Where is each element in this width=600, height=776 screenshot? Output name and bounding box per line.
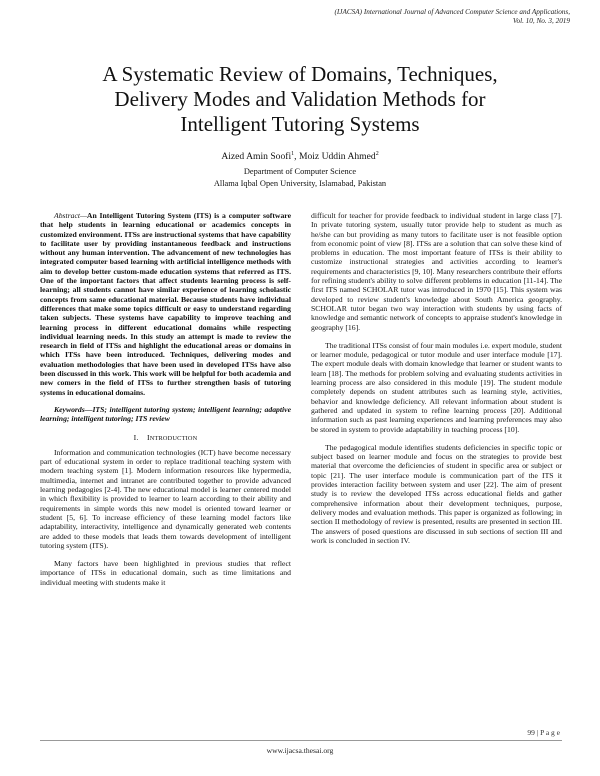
body-paragraph: difficult for teacher for provide feedback to individual student in large class [7]. In private tutoring system, usually tutor provide help to student as much as he/she can but providing as many tutors to facilitate user is not feasible option from economic point of view [8]. ITSs are a solution that can solve these kind of problems in education. The most important feature of ITSs is their ability to customize instructional strategies and activities according to learner's requirements and characteristics [9, 10]. Many researchers contribute their efforts for refining student's ability to solve different problems in education [11-14]. The first ITS named SCHOLAR tutor was introduced in 1970 [15]. This system was developed to review student's knowledge about South America geography. SCHOLAR tutor began two way interaction with students by using facts of knowledge and semantic network of concepts to appraise student's knowledge in geography [16]. <box>311 211 562 332</box>
department: Department of Computer Science <box>243 167 357 176</box>
journal-header <box>210 8 570 26</box>
affiliation-mark: 1 <box>291 151 295 157</box>
section-number: I. <box>133 432 139 442</box>
abstract-text: An Intelligent Tutoring System (ITS) is a computer software that help students in learning educational or academics concepts in customized environment. ITSs are instructional systems that have capability to facilitate user by providing instantaneous feedback and instructions without any human intervention. The advancement of new technologies has integrated computer based learning with artificial intelligence methods with aim to develop better custom-made education systems that referred as ITS. One of the important factors that affect students learning process is self-learning; all students cannot have similar experience of learning scholastic concepts from same educational material. Because students have individual differences that make some topics difficult or easy to understand regarding taken subjects. These systems have capability to improve teaching and learning process in different educational domains while respecting individual learning needs. In this study an attempt is made to review the research in field of ITSs and highlight the educational areas or domains in which ITSs have been introduced. Techniques, delivering modes and evaluation methodologies that have been used in developed ITSs have also been discussed in this work. This work will be helpful for both academia and new comers in the field of ITSs to further strengthen basis of tutoring systems in educational domains. <box>40 211 291 397</box>
body-paragraph: Many factors have been highlighted in previous studies that reflect importance of ITSs in educational domain, such as time limitations and individual meeting with students make it <box>40 559 291 587</box>
body-paragraph: The traditional ITSs consist of four main modules i.e. expert module, student or learner module, pedagogical or tutor module and user interface module [17]. The expert module deals with domain knowledge that learner or student wants to learn [18]. The methods for problem solving and evaluating students activities in learning process are also considered in this module [19]. The student module completely depends on student attributes such as learning style, activities, behavior and knowledge deficiency. All relevant information about student is gathered and updated in system to refine learning process [20]. Additional information such as past learning experiences and learning preferences may also be stored in system to provide adaptability in teaching process [10]. <box>311 340 562 434</box>
body-paragraph: The pedagogical module identifies students deficiencies in specific topic or subject based on learner module and focus on the strategies to provide best material that overcome the deficiencies of student in specific area or subject or topic [21]. The user interface module is communication part of the ITS it provides interaction facility between system and user [22]. The aim of present study is to review the developed ITSs across educational fields and gather comprehensive information about their development techniques, purpose, delivery modes and evaluation methods. This paper is organized as following; in section II methodology of review is presented, results are presented in section III. The answers of posed questions are discussed in sub sections of section III and work is concluded in section IV. <box>311 442 562 545</box>
university: Allama Iqbal Open University, Islamabad, Pakistan <box>213 179 387 188</box>
left-column <box>40 211 291 596</box>
page-number: 99 | P a g e <box>527 728 560 737</box>
right-column <box>311 211 562 554</box>
section-title-rest: NTRODUCTION <box>149 434 198 442</box>
abstract <box>40 211 291 397</box>
body-paragraph: Information and communication technologies (ICT) have become necessary part of educational system in order to replace traditional teaching system with modern teaching system [1]. Modern information resources like hypermedia, multimedia, internet and intranet are contributed together to provide advanced learning pedagogies [2-4]. The new educational model is learner centered model in which flexibility is provided to learner to learn according to their ability and requirements in simple words this new model is oriented toward learner or student [5, 6]. To increase efficiency of these learning model factors like adaptability, interactivity, intelligence and dynamically generated web contents are added to these models that leads them towards development of intelligent tutoring system (ITS). <box>40 447 291 550</box>
author-name: Aized Amin Soofi <box>221 151 292 162</box>
author-name: , Moiz Uddin Ahmed <box>294 151 376 162</box>
section-title-initial: I <box>146 432 150 442</box>
affiliation-mark: 2 <box>375 151 379 157</box>
title-line: Delivery Modes and Validation Methods for <box>114 87 486 111</box>
journal-name: (IJACSA) International Journal of Advanced Computer Science and Applications, <box>334 8 570 16</box>
abstract-label: Abstract— <box>54 211 87 220</box>
keywords-text: ITS; intelligent tutoring system; intelligent learning; adaptive learning; intelligent tutoring; ITS review <box>40 404 291 424</box>
keywords <box>40 405 291 424</box>
title-line: Intelligent Tutoring Systems <box>180 112 420 136</box>
paper-title <box>40 62 560 137</box>
keywords-label: Keywords— <box>54 404 93 414</box>
section-heading-introduction <box>40 433 291 443</box>
title-line: A Systematic Review of Domains, Techniques, <box>102 62 498 86</box>
journal-volume: Vol. 10, No. 3, 2019 <box>512 17 570 25</box>
footer-url: www.ijacsa.thesai.org <box>266 746 334 755</box>
author-list <box>100 151 500 163</box>
footer-divider <box>40 740 562 741</box>
